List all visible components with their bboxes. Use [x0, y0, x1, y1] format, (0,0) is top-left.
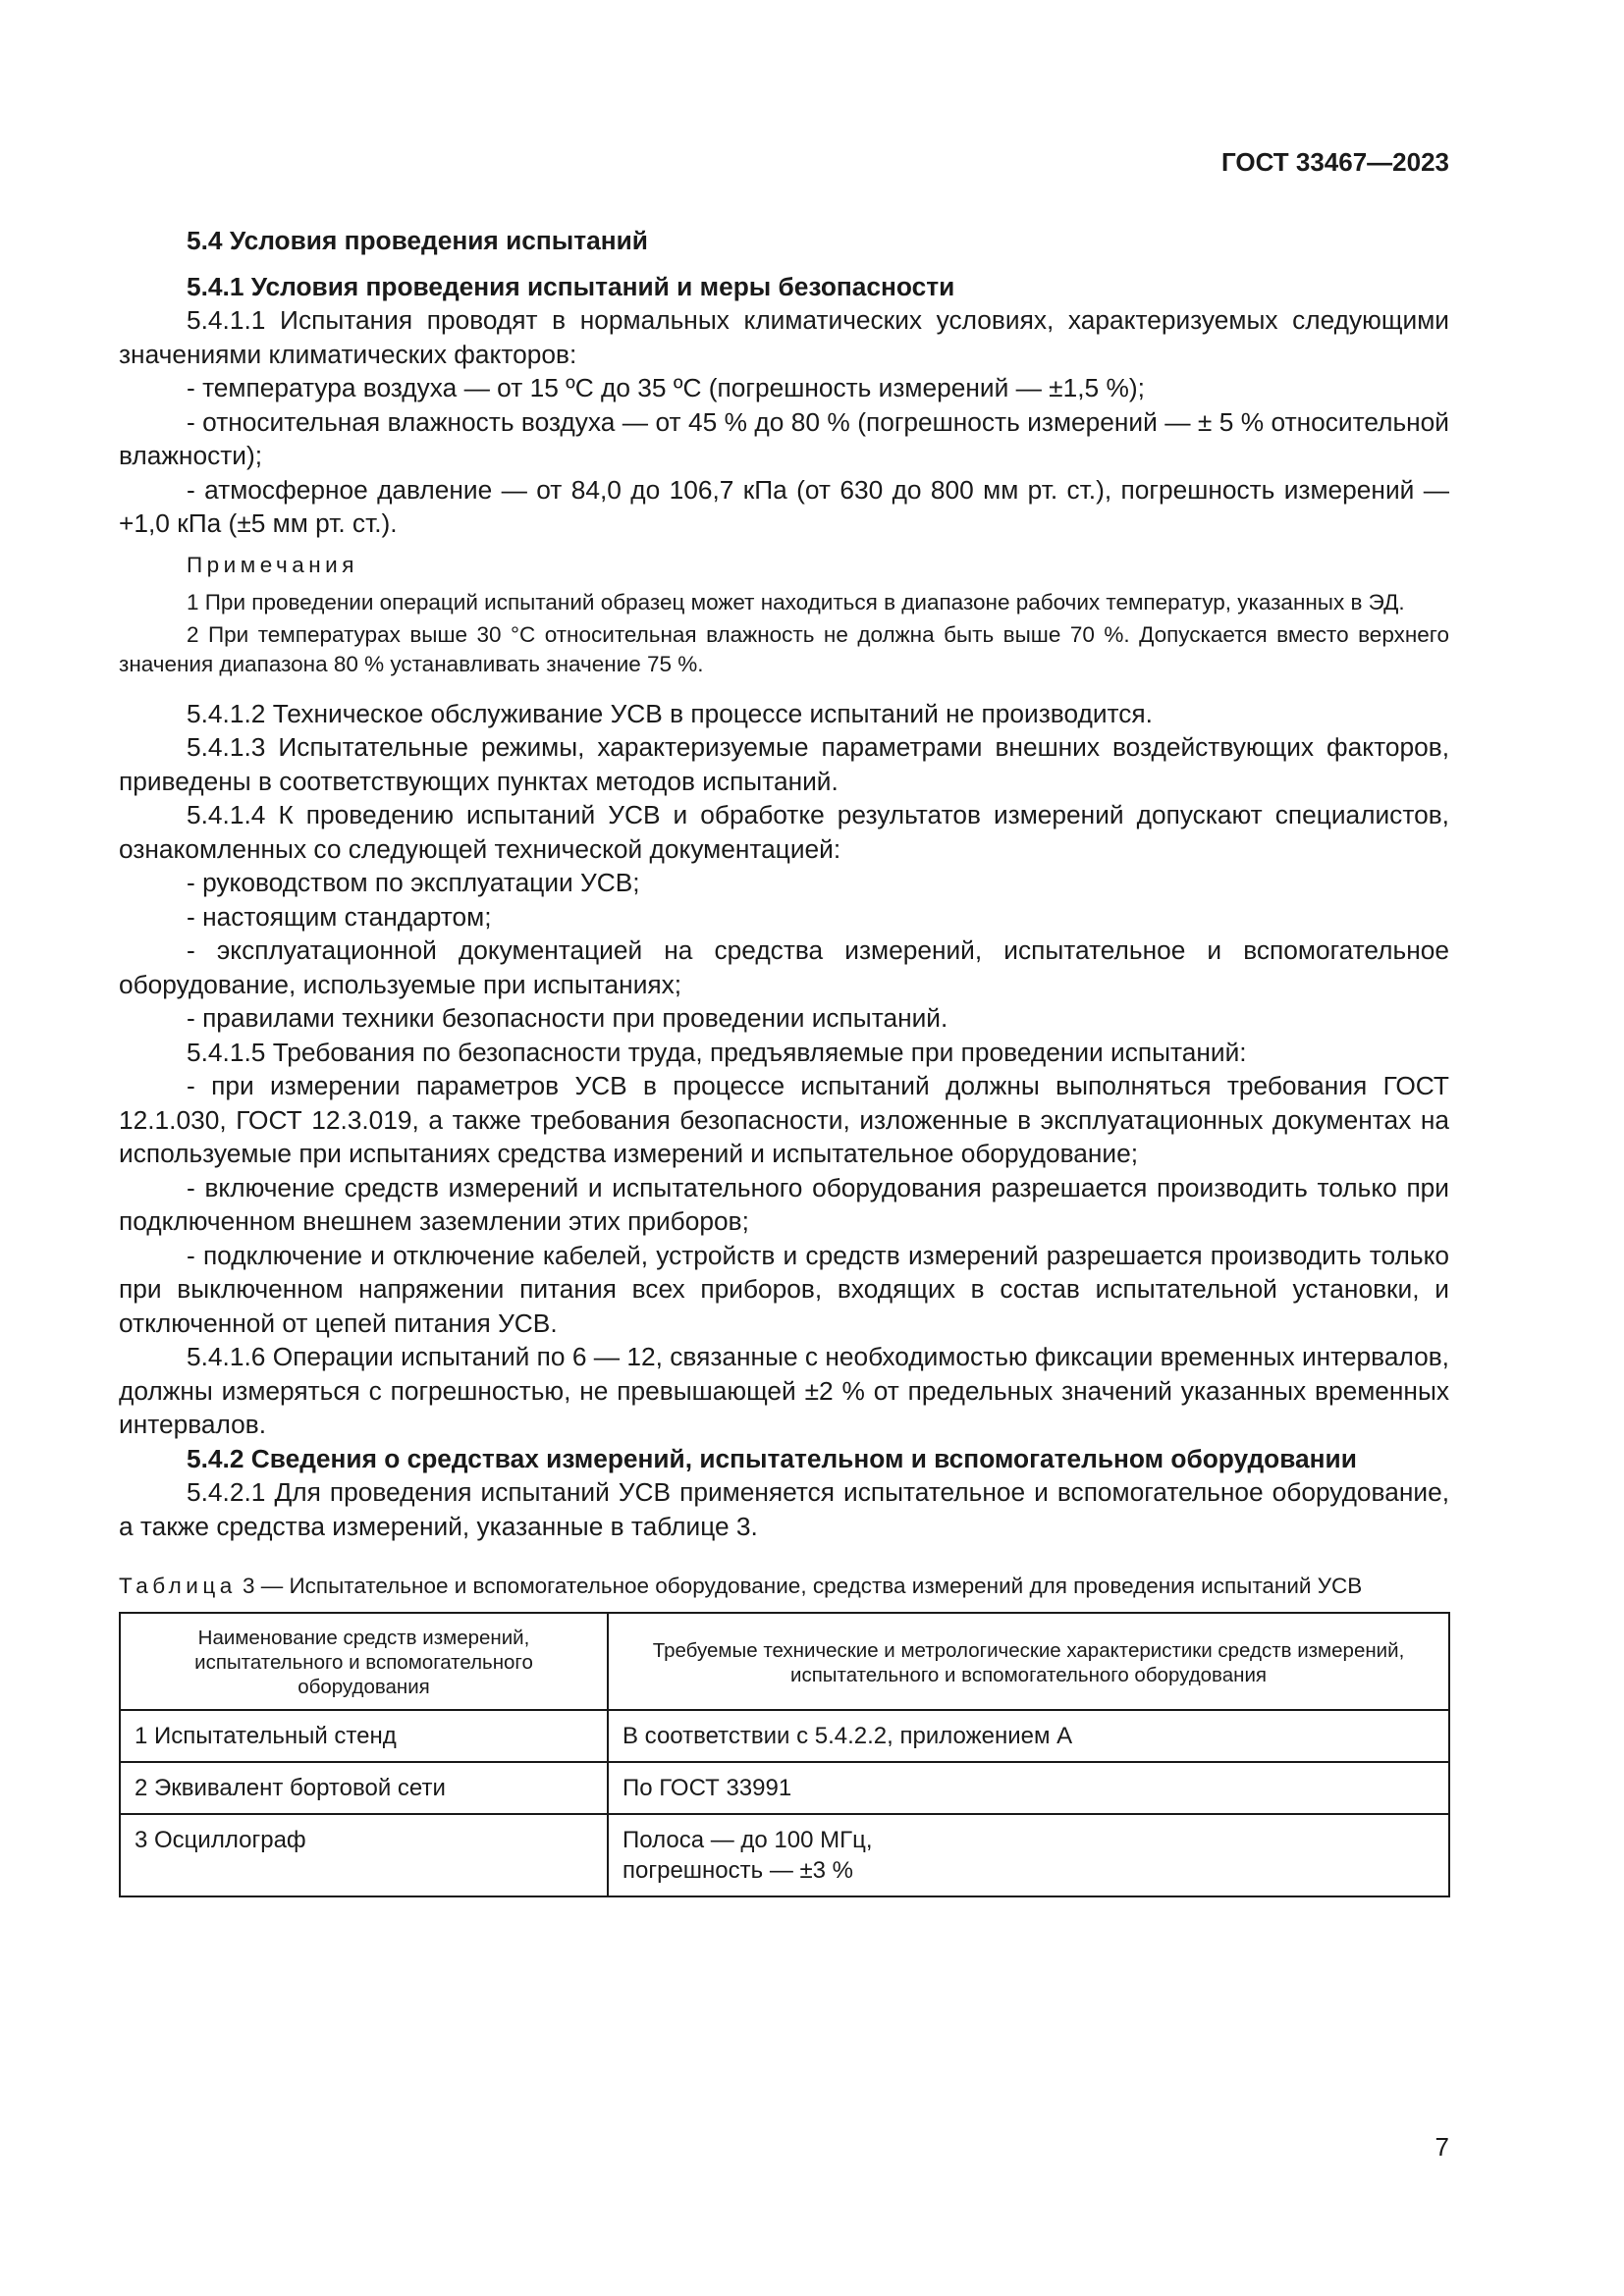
table-cell-spec [608, 1762, 1449, 1814]
table-cell-spec [608, 1814, 1449, 1896]
table-header-cell: Требуемые технические и метрологические характеристики средств измерений, испытательного и вспомогательного оборудования [608, 1613, 1449, 1710]
list-item: - атмосферное давление — от 84,0 до 106,7 кПа (от 630 до 800 мм рт. ст.), погрешность измерений — +1,0 кПа (±5 мм рт. ст.). [119, 474, 1449, 538]
table-caption-label: Таблица [119, 1574, 237, 1598]
list-item: - эксплуатационной документацией на средства измерений, испытательное и вспомогательное оборудование, используемые при испытаниях; [119, 935, 1449, 999]
table-caption-text: 3 — Испытательное и вспомогательное оборудование, средства измерений для проведения испытаний УСВ [236, 1574, 1363, 1598]
paragraph: 5.4.1.5 Требования по безопасности труда, предъявляемые при проведении испытаний: [187, 1037, 1247, 1067]
page-number: 7 [1435, 2132, 1449, 2162]
paragraph: 5.4.1.3 Испытательные режимы, характеризуемые параметрами внешних воздействующих факторов, приведены в соответствующих пунктах методов испытаний. [119, 732, 1449, 796]
paragraph: 5.4.1.6 Операции испытаний по 6 — 12, связанные с необходимостью фиксации временных интервалов, должны измеряться с погрешностью, не превышающей ±2 % от предельных значений указанных временных интервалов. [119, 1342, 1449, 1439]
paragraph: 5.4.1.2 Техническое обслуживание УСВ в процессе испытаний не производится. [187, 698, 1153, 728]
table-cell-name: 3 Осциллограф [120, 1814, 608, 1896]
subsection-title: 5.4.2 Сведения о средствах измерений, испытательном и вспомогательном оборудовании [187, 1443, 1357, 1473]
equipment-table [119, 1612, 1450, 1897]
page-content [119, 224, 1449, 1897]
list-item: - температура воздуха — от 15 ºС до 35 ºС (погрешность измерений — ±1,5 %); [187, 373, 1145, 402]
spec-line: погрешность — ±3 % [623, 1857, 854, 1884]
note-item: 2 При температурах выше 30 °С относительная влажность не должна быть выше 70 %. Допускается вместо верхнего значения диапазона 80 % устанавливать значение 75 %. [119, 621, 1449, 676]
list-item: - руководством по эксплуатации УСВ; [187, 868, 640, 897]
table-row [120, 1762, 1449, 1814]
paragraph: 5.4.1.4 К проведению испытаний УСВ и обработке результатов измерений допускают специалистов, ознакомленных со следующей технической документацией: [119, 800, 1449, 864]
table-row [120, 1814, 1449, 1896]
paragraph: 5.4.2.1 Для проведения испытаний УСВ применяется испытательное и вспомогательное оборудование, а также средства измерений, указанные в таблице 3. [119, 1477, 1449, 1541]
list-item: - подключение и отключение кабелей, устройств и средств измерений разрешается производить только при выключенном напряжении питания всех приборов, входящих в состав испытательной установки, и отключенной от цепей питания УСВ. [119, 1240, 1449, 1338]
spec-line: По ГОСТ 33991 [623, 1775, 792, 1801]
section-title: 5.4 Условия проведения испытаний [187, 226, 648, 255]
table-header-cell: Наименование средств измерений, испытательного и вспомогательного оборудования [120, 1613, 608, 1710]
list-item: - включение средств измерений и испытательного оборудования разрешается производить только при подключенном внешнем заземлении этих приборов; [119, 1172, 1449, 1236]
list-item: - при измерении параметров УСВ в процессе испытаний должны выполняться требования ГОСТ 12.1.030, ГОСТ 12.3.019, а также требования безопасности, изложенные в эксплуатационных документах на используемые при испытаниях средства измерений и испытательное оборудование; [119, 1071, 1449, 1168]
notes-title: Примечания [187, 552, 358, 577]
list-item: - настоящим стандартом; [187, 901, 492, 932]
list-item: - относительная влажность воздуха — от 45 % до 80 % (погрешность измерений — ± 5 % относительной влажности); [119, 406, 1449, 470]
table-cell-spec [608, 1710, 1449, 1762]
subsection-title: 5.4.1 Условия проведения испытаний и меры безопасности [187, 271, 955, 301]
table-cell-name: 2 Эквивалент бортовой сети [120, 1762, 608, 1814]
spec-line: В соответствии с 5.4.2.2, приложением А [623, 1723, 1073, 1749]
paragraph: 5.4.1.1 Испытания проводят в нормальных климатических условиях, характеризуемых следующими значениями климатических факторов: [119, 305, 1449, 369]
note-item: 1 При проведении операций испытаний образец может находиться в диапазоне рабочих температур, указанных в ЭД. [187, 589, 1405, 614]
table-header-row [120, 1613, 1449, 1710]
spec-line: Полоса — до 100 МГц, [623, 1827, 873, 1853]
table-row [120, 1710, 1449, 1762]
list-item: - правилами техники безопасности при проведении испытаний. [187, 1003, 948, 1033]
document-number: ГОСТ 33467—2023 [1221, 147, 1449, 177]
notes-block [119, 551, 1449, 679]
table-cell-name: 1 Испытательный стенд [120, 1710, 608, 1762]
table-caption [119, 1573, 1449, 1600]
